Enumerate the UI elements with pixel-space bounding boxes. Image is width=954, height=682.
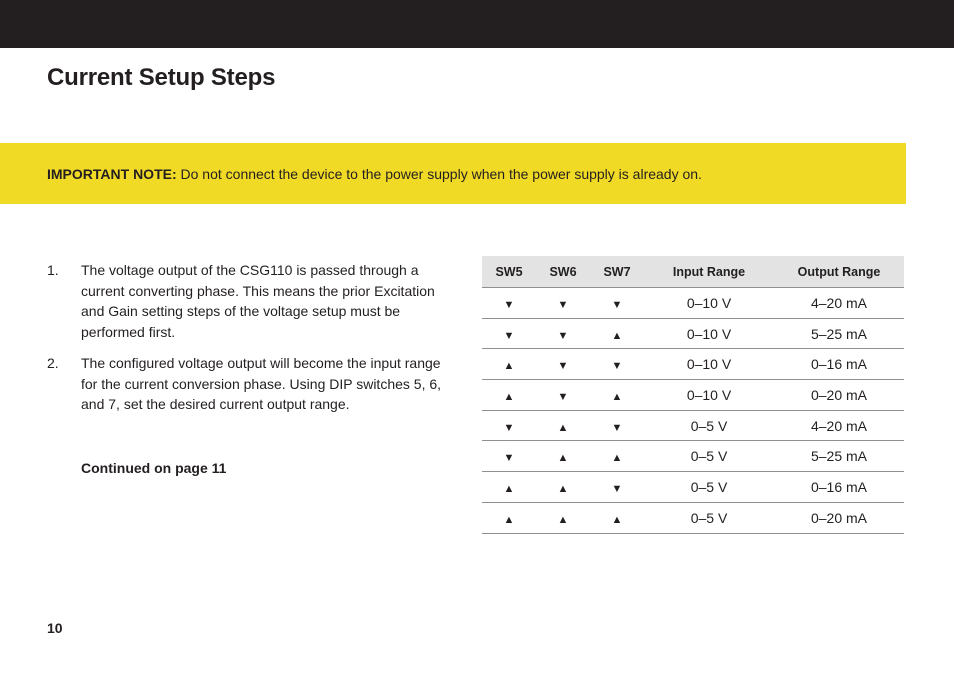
input-range-cell: 0–10 V bbox=[644, 288, 774, 319]
step-text: The configured voltage output will become the input range for the current conversion phase. Using DIP switches 5, 6, and 7, set the desired current output range. bbox=[81, 354, 442, 413]
list-item bbox=[47, 353, 442, 415]
output-range-cell: 4–20 mA bbox=[774, 410, 904, 441]
switch-state-icon: ▼ bbox=[611, 298, 623, 311]
switch-state-icon: ▼ bbox=[611, 421, 623, 434]
switch-state-icon: ▲ bbox=[611, 390, 623, 403]
table-row bbox=[482, 349, 904, 380]
page-number: 10 bbox=[47, 620, 63, 636]
output-range-cell: 5–25 mA bbox=[774, 318, 904, 349]
column-header-output-range: Output Range bbox=[774, 256, 904, 288]
output-range-cell: 0–16 mA bbox=[774, 472, 904, 503]
output-range-cell: 4–20 mA bbox=[774, 288, 904, 319]
switch-state-icon: ▲ bbox=[503, 482, 515, 495]
important-note-label: IMPORTANT NOTE: bbox=[47, 166, 177, 182]
important-note-text: Do not connect the device to the power supply when the power supply is already on. bbox=[176, 166, 702, 182]
step-number: 1. bbox=[47, 262, 59, 278]
step-number: 2. bbox=[47, 354, 59, 371]
table-row bbox=[482, 380, 904, 411]
setup-steps-list bbox=[47, 260, 442, 425]
switch-state-icon: ▼ bbox=[557, 360, 569, 373]
important-note bbox=[47, 164, 702, 184]
table-header-row bbox=[482, 256, 904, 288]
input-range-cell: 0–5 V bbox=[644, 441, 774, 472]
table-row bbox=[482, 288, 904, 319]
switch-state-icon: ▼ bbox=[503, 421, 515, 434]
dip-switch-table bbox=[482, 256, 904, 534]
switch-state-icon: ▲ bbox=[611, 452, 623, 465]
switch-state-icon: ▲ bbox=[557, 482, 569, 495]
continued-note: Continued on page 11 bbox=[81, 460, 227, 476]
switch-state-icon: ▲ bbox=[557, 452, 569, 465]
switch-state-icon: ▼ bbox=[557, 298, 569, 311]
input-range-cell: 0–5 V bbox=[644, 410, 774, 441]
table-row bbox=[482, 318, 904, 349]
switch-state-icon: ▼ bbox=[557, 329, 569, 342]
switch-state-icon: ▲ bbox=[557, 421, 569, 434]
table-row bbox=[482, 441, 904, 472]
page-title: Current Setup Steps bbox=[47, 64, 276, 91]
switch-state-icon: ▲ bbox=[503, 390, 515, 403]
switch-state-icon: ▲ bbox=[611, 329, 623, 342]
switch-state-icon: ▼ bbox=[611, 482, 623, 495]
switch-state-icon: ▲ bbox=[503, 513, 515, 526]
input-range-cell: 0–5 V bbox=[644, 472, 774, 503]
output-range-cell: 0–16 mA bbox=[774, 349, 904, 380]
switch-state-icon: ▼ bbox=[503, 329, 515, 342]
table-row bbox=[482, 410, 904, 441]
switch-state-icon: ▲ bbox=[503, 360, 515, 373]
switch-state-icon: ▲ bbox=[611, 513, 623, 526]
column-header-sw6: SW6 bbox=[536, 256, 590, 288]
step-text: The voltage output of the CSG110 is passed through a current converting phase. This means the prior Excitation and Gain setting steps of the voltage setup must be performed first. bbox=[81, 262, 435, 341]
list-item bbox=[47, 260, 442, 343]
top-bar bbox=[0, 0, 954, 48]
input-range-cell: 0–5 V bbox=[644, 502, 774, 533]
column-header-sw7: SW7 bbox=[590, 256, 644, 288]
output-range-cell: 0–20 mA bbox=[774, 502, 904, 533]
table-row bbox=[482, 472, 904, 503]
switch-state-icon: ▼ bbox=[503, 298, 515, 311]
switch-state-icon: ▼ bbox=[557, 390, 569, 403]
switch-state-icon: ▼ bbox=[503, 452, 515, 465]
output-range-cell: 5–25 mA bbox=[774, 441, 904, 472]
switch-state-icon: ▲ bbox=[557, 513, 569, 526]
table-row bbox=[482, 502, 904, 533]
input-range-cell: 0–10 V bbox=[644, 349, 774, 380]
input-range-cell: 0–10 V bbox=[644, 380, 774, 411]
switch-state-icon: ▼ bbox=[611, 360, 623, 373]
output-range-cell: 0–20 mA bbox=[774, 380, 904, 411]
input-range-cell: 0–10 V bbox=[644, 318, 774, 349]
column-header-sw5: SW5 bbox=[482, 256, 536, 288]
column-header-input-range: Input Range bbox=[644, 256, 774, 288]
